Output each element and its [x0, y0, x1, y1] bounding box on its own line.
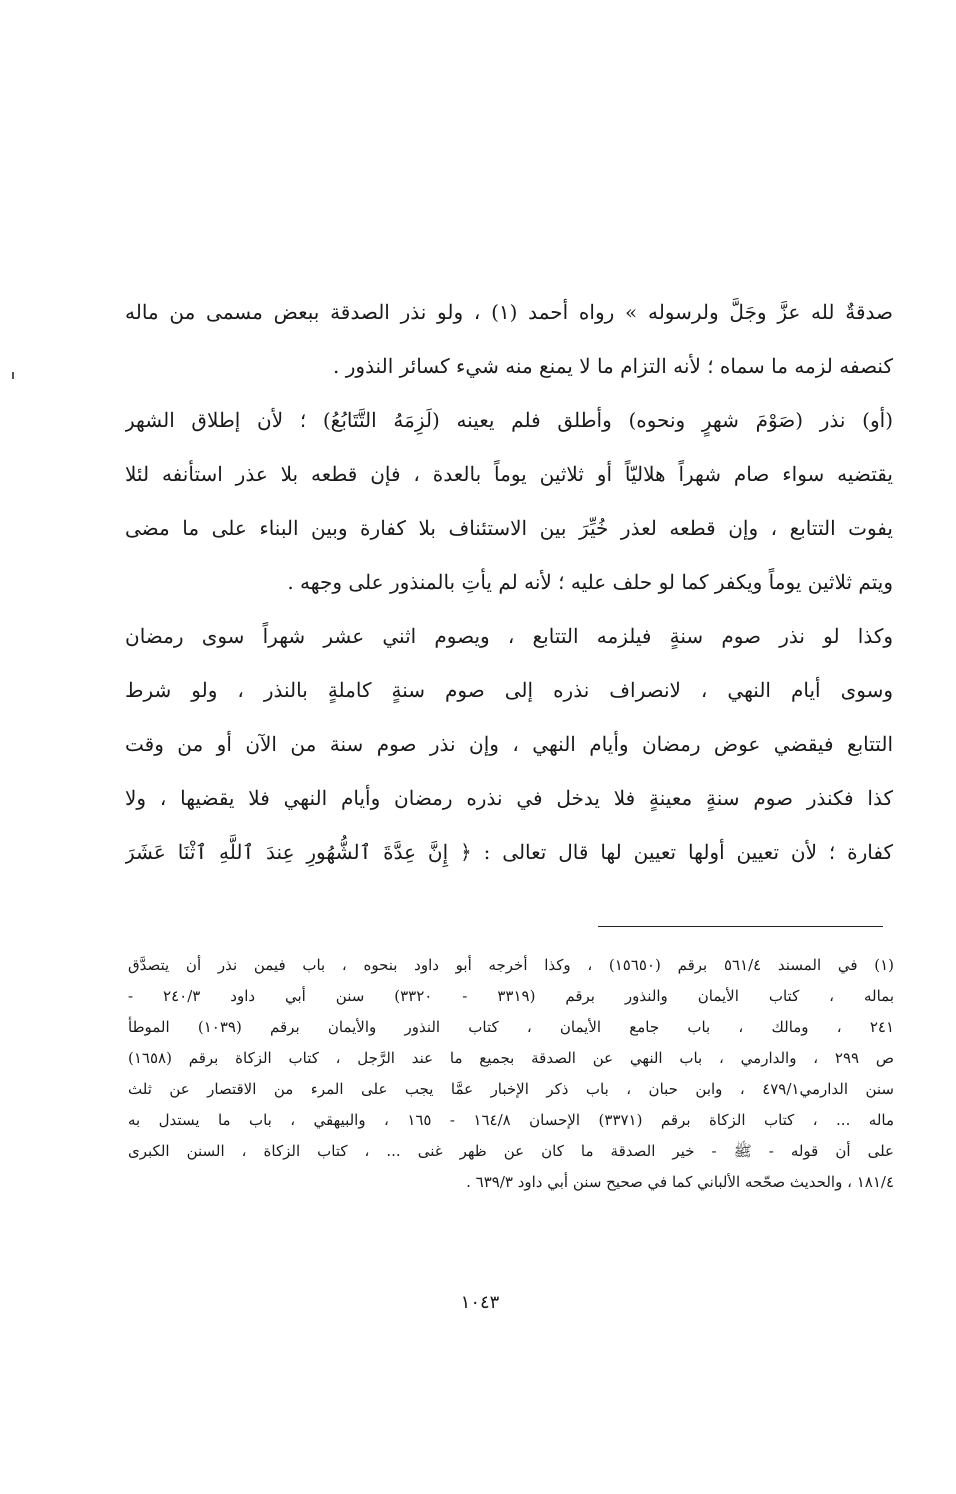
text-line: كنصفه لزمه ما سماه ؛ لأنه التزام ما لا يمنع منه شيء كسائر النذور .	[333, 354, 893, 378]
footnote-line: (١) في المسند ٥٦١/٤ برقم (١٥٦٥٠) ، وكذا أخرجه أبو داود بنحوه ، باب فيمن نذر أن يتصدَّق	[128, 956, 894, 974]
page-number: ١٠٤٣	[460, 1292, 500, 1313]
footnote-line: على أن قوله - ﷺ - خير الصدقة ما كان عن ظهر غنى ... ، كتاب الزكاة ، السنن الكبرى	[128, 1142, 894, 1160]
footnote-line: ٢٤١ ، ومالك ، باب جامع الأيمان ، كتاب النذور والأيمان برقم (١٠٣٩) الموطأ	[128, 1018, 894, 1036]
text-line: وسوى أيام النهي ، لانصراف نذره إلى صوم سنةٍ كاملةٍ بالنذر ، ولو شرط	[125, 678, 893, 702]
text-line: يفوت التتابع ، وإن قطعه لعذر خُيِّرَ بين الاستئناف بلا كفارة وبين البناء على ما مضى	[125, 516, 893, 540]
text-line: التتابع فيقضي عوض رمضان وأيام النهي ، وإن نذر صوم سنة من الآن أو من وقت	[125, 732, 893, 756]
footnotes	[128, 950, 894, 1198]
text-line: صدقةٌ لله عزَّ وجَلَّ ولرسوله » رواه أحمد (١) ، ولو نذر الصدقة ببعض مسمى من ماله	[125, 300, 893, 324]
text-line: يقتضيه سواء صام شهراً هلاليّاً أو ثلاثين يوماً بالعدة ، فإن قطعه بلا عذر استأنفه لئلا	[125, 462, 893, 486]
text-line: ويتم ثلاثين يوماً ويكفر كما لو حلف عليه ؛ لأنه لم يأتِ بالمنذور على وجهه .	[287, 570, 893, 594]
margin-mark	[12, 372, 14, 379]
footnote-line: بماله ، كتاب الأيمان والنذور برقم (٣٣١٩ - ٣٣٢٠) سنن أبي داود ٢٤٠/٣ -	[128, 987, 894, 1005]
text-line: (أو) نذر (صَوْمَ شهرٍ ونحوه) وأطلق فلم يعينه (لَزِمَهُ التَّتَابُعُ) ؛ لأن إطلاق الشهر	[125, 408, 893, 432]
footnote-line: سنن الدارمي٤٧٩/١ ، وابن حبان ، باب ذكر الإخبار عمَّا يجب على المرء من الاقتصار عن ثلث	[128, 1080, 894, 1098]
footnote-line: ص ٢٩٩ ، والدارمي ، باب النهي عن الصدقة بجميع ما عند الرَّجل ، كتاب الزكاة برقم (١٦٥٨)	[128, 1049, 894, 1067]
text-line: كفارة ؛ لأن تعيين أولها تعيين لها قال تعالى : ﴿ إِنَّ عِدَّةَ ٱلشُّهُورِ عِندَ ٱللَّهِ ٱثْنَا عَشَرَ	[125, 840, 893, 864]
text-line: كذا فكنذر صوم سنةٍ معينةٍ فلا يدخل في نذره رمضان وأيام النهي فلا يقضيها ، ولا	[125, 786, 893, 810]
text-line: وكذا لو نذر صوم سنةٍ فيلزمه التتابع ، ويصوم اثني عشر شهراً سوى رمضان	[125, 624, 893, 648]
footnote-separator	[598, 926, 883, 927]
main-text	[125, 285, 893, 879]
footnote-line: ماله ... ، كتاب الزكاة برقم (٣٣٧١) الإحسان ١٦٤/٨ - ١٦٥ ، والبيهقي ، باب ما يستدل به	[128, 1111, 894, 1129]
footnote-line: ١٨١/٤ ، والحديث صحّحه الألباني كما في صحيح سنن أبي داود ٦٣٩/٣ .	[466, 1173, 894, 1191]
